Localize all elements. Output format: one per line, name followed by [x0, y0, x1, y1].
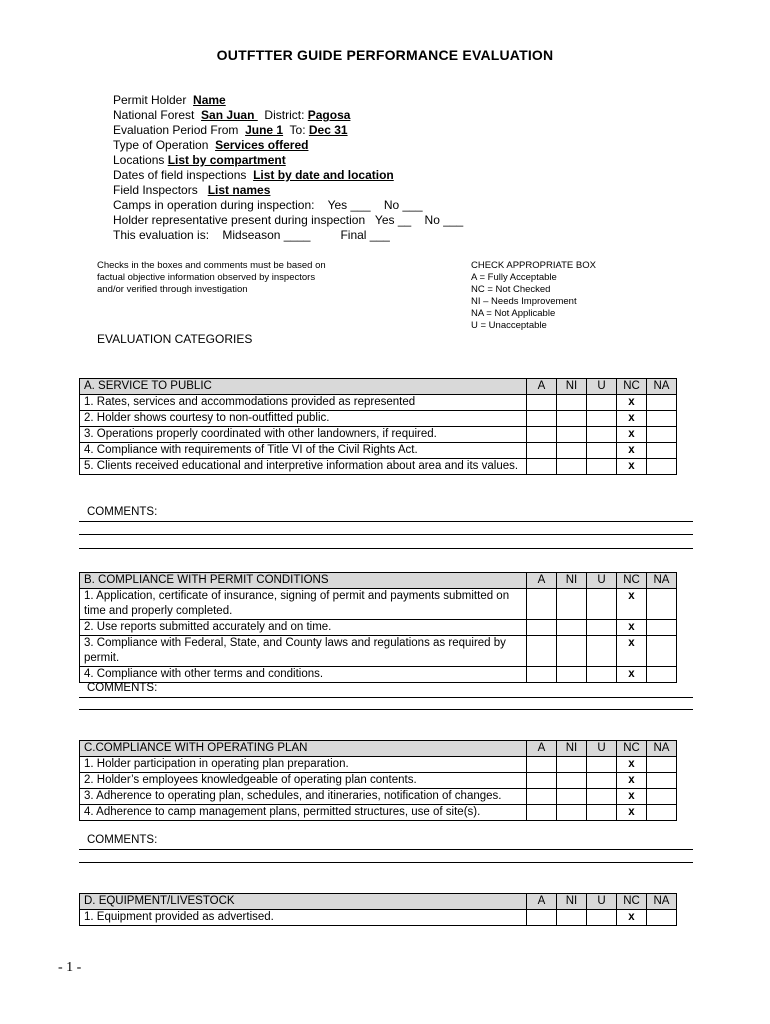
- checkbox-ni[interactable]: [557, 805, 587, 821]
- table-row: [80, 427, 677, 443]
- column-header-na: NA: [647, 741, 677, 757]
- comments-block: [79, 506, 693, 549]
- checkbox-ni[interactable]: [557, 773, 587, 789]
- column-header-a: A: [527, 894, 557, 910]
- comments-label[interactable]: COMMENTS:: [79, 682, 693, 698]
- locations-label: Locations: [113, 153, 168, 167]
- column-header-na: NA: [647, 379, 677, 395]
- camps-line: Camps in operation during inspection: Yes ___ No ___: [113, 198, 423, 212]
- checkbox-u[interactable]: [587, 636, 617, 667]
- checkbox-a[interactable]: [527, 757, 557, 773]
- dates-value: List by date and location: [253, 168, 394, 182]
- locations-line: [113, 153, 463, 168]
- legend-line: NC = Not Checked: [471, 284, 551, 295]
- section-table: [79, 740, 677, 821]
- checkbox-nc[interactable]: x: [617, 789, 647, 805]
- period-to-label: To:: [283, 123, 309, 137]
- checkbox-a[interactable]: [527, 773, 557, 789]
- evaluation-type-line: This evaluation is: Midseason ____ Final ___: [113, 228, 390, 242]
- checkbox-u[interactable]: [587, 805, 617, 821]
- table-row: [80, 395, 677, 411]
- permit-holder-line: [113, 93, 463, 108]
- section-header-row: [80, 573, 677, 589]
- checkbox-u[interactable]: [587, 589, 617, 620]
- table-row: [80, 636, 677, 667]
- forest-value: San Juan: [201, 108, 258, 122]
- section-title: A. SERVICE TO PUBLIC: [80, 379, 527, 395]
- permit-holder-value: Name: [193, 93, 226, 107]
- checkbox-ni[interactable]: [557, 667, 587, 683]
- checkbox-ni[interactable]: [557, 411, 587, 427]
- checkbox-nc[interactable]: x: [617, 589, 647, 620]
- checkbox-ni[interactable]: [557, 789, 587, 805]
- column-header-ni: NI: [557, 741, 587, 757]
- checkbox-u[interactable]: [587, 427, 617, 443]
- column-header-na: NA: [647, 573, 677, 589]
- section-table: [79, 572, 677, 683]
- inspectors-label: Field Inspectors: [113, 183, 208, 197]
- legend-line: NA = Not Applicable: [471, 308, 556, 319]
- criterion-text: 4. Adherence to camp management plans, permitted structures, use of site(s).: [80, 805, 527, 821]
- dates-label: Dates of field inspections: [113, 168, 254, 182]
- page-title: OUTFTTER GUIDE PERFORMANCE EVALUATION: [216, 47, 554, 63]
- section-header-row: [80, 894, 677, 910]
- checkbox-nc[interactable]: x: [617, 636, 647, 667]
- column-header-nc: NC: [617, 894, 647, 910]
- checkbox-nc[interactable]: x: [617, 805, 647, 821]
- checkbox-na[interactable]: [647, 789, 677, 805]
- legend-line: A = Fully Acceptable: [471, 272, 557, 283]
- legend-line: NI – Needs Improvement: [471, 296, 577, 307]
- checkbox-ni[interactable]: [557, 589, 587, 620]
- checkbox-a[interactable]: [527, 636, 557, 667]
- comments-label[interactable]: COMMENTS:: [79, 506, 693, 522]
- checkbox-ni[interactable]: [557, 910, 587, 926]
- checkbox-a[interactable]: [527, 805, 557, 821]
- checkbox-ni[interactable]: [557, 395, 587, 411]
- table-row: [80, 459, 677, 475]
- permit-holder-label: Permit Holder: [113, 93, 194, 107]
- legend-note: [471, 260, 596, 332]
- checkbox-a[interactable]: [527, 443, 557, 459]
- checkbox-u[interactable]: [587, 757, 617, 773]
- checkbox-a[interactable]: [527, 411, 557, 427]
- forest-line: [113, 108, 463, 123]
- checkbox-nc[interactable]: x: [617, 620, 647, 636]
- checkbox-u[interactable]: [587, 411, 617, 427]
- criterion-text: 1. Application, certificate of insurance, signing of permit and payments submitted on time and properly completed.: [80, 589, 527, 620]
- column-header-nc: NC: [617, 741, 647, 757]
- evaluation-categories-heading: EVALUATION CATEGORIES: [97, 332, 253, 346]
- comment-line[interactable]: [79, 535, 693, 549]
- column-header-ni: NI: [557, 379, 587, 395]
- checkbox-nc[interactable]: x: [617, 459, 647, 475]
- checkbox-u[interactable]: [587, 667, 617, 683]
- period-line: [113, 123, 463, 138]
- column-header-a: A: [527, 379, 557, 395]
- checkbox-na[interactable]: [647, 395, 677, 411]
- checkbox-ni[interactable]: [557, 459, 587, 475]
- column-header-u: U: [587, 379, 617, 395]
- checkbox-u[interactable]: [587, 395, 617, 411]
- checkbox-ni[interactable]: [557, 443, 587, 459]
- legend-line: U = Unacceptable: [471, 320, 547, 331]
- checkbox-na[interactable]: [647, 620, 677, 636]
- criterion-text: 3. Adherence to operating plan, schedules, and itineraries, notification of changes.: [80, 789, 527, 805]
- checkbox-u[interactable]: [587, 620, 617, 636]
- checkbox-nc[interactable]: x: [617, 910, 647, 926]
- legend-heading: CHECK APPROPRIATE BOX: [471, 260, 596, 271]
- criterion-text: 4. Compliance with requirements of Title VI of the Civil Rights Act.: [80, 443, 527, 459]
- criterion-text: 5. Clients received educational and interpretive information about area and its values.: [80, 459, 527, 475]
- operation-line: [113, 138, 463, 153]
- section-title: C.COMPLIANCE WITH OPERATING PLAN: [80, 741, 527, 757]
- table-row: [80, 620, 677, 636]
- checkbox-na[interactable]: [647, 427, 677, 443]
- checkbox-u[interactable]: [587, 773, 617, 789]
- table-row: [80, 411, 677, 427]
- checkbox-u[interactable]: [587, 910, 617, 926]
- comments-block: [79, 682, 693, 710]
- table-row: [80, 589, 677, 620]
- checkbox-a[interactable]: [527, 789, 557, 805]
- checkbox-nc[interactable]: x: [617, 427, 647, 443]
- criterion-text: 3. Operations properly coordinated with other landowners, if required.: [80, 427, 527, 443]
- checkbox-ni[interactable]: [557, 620, 587, 636]
- section-header-row: [80, 741, 677, 757]
- column-header-nc: NC: [617, 379, 647, 395]
- table-row: [80, 757, 677, 773]
- district-label: District:: [257, 108, 308, 122]
- column-header-ni: NI: [557, 894, 587, 910]
- column-header-na: NA: [647, 894, 677, 910]
- checkbox-u[interactable]: [587, 443, 617, 459]
- checkbox-na[interactable]: [647, 459, 677, 475]
- criterion-text: 2. Holder’s employees knowledgeable of operating plan contents.: [80, 773, 527, 789]
- locations-value: List by compartment: [167, 153, 286, 167]
- table-row: [80, 773, 677, 789]
- comments-label[interactable]: COMMENTS:: [79, 834, 693, 850]
- table-row: [80, 789, 677, 805]
- section-table: [79, 378, 677, 475]
- column-header-u: U: [587, 741, 617, 757]
- inspectors-value: List names: [207, 183, 271, 197]
- permit-info: [113, 93, 463, 243]
- checkbox-a[interactable]: [527, 589, 557, 620]
- checkbox-na[interactable]: [647, 757, 677, 773]
- instructions-note: Checks in the boxes and comments must be based on factual objective information observed by inspectors and/or verified through investigation: [97, 260, 326, 295]
- criterion-text: 4. Compliance with other terms and conditions.: [80, 667, 527, 683]
- table-row: [80, 443, 677, 459]
- period-from: June 1: [245, 123, 284, 137]
- comment-line[interactable]: [79, 698, 693, 710]
- column-header-ni: NI: [557, 573, 587, 589]
- checkbox-na[interactable]: [647, 773, 677, 789]
- column-header-u: U: [587, 573, 617, 589]
- checkbox-na[interactable]: [647, 636, 677, 667]
- criterion-text: 1. Holder participation in operating plan preparation.: [80, 757, 527, 773]
- table-row: [80, 910, 677, 926]
- page-number: - 1 -: [58, 960, 82, 975]
- checkbox-ni[interactable]: [557, 757, 587, 773]
- operation-label: Type of Operation: [113, 138, 216, 152]
- period-to: Dec 31: [308, 123, 348, 137]
- column-header-u: U: [587, 894, 617, 910]
- section-header-row: [80, 379, 677, 395]
- criterion-text: 2. Use reports submitted accurately and on time.: [80, 620, 527, 636]
- section-title: D. EQUIPMENT/LIVESTOCK: [80, 894, 527, 910]
- representative-line: Holder representative present during inspection Yes __ No ___: [113, 213, 464, 227]
- section-title: B. COMPLIANCE WITH PERMIT CONDITIONS: [80, 573, 527, 589]
- criterion-text: 1. Rates, services and accommodations provided as represented: [80, 395, 527, 411]
- inspectors-line: [113, 183, 463, 198]
- checkbox-nc[interactable]: x: [617, 757, 647, 773]
- checkbox-a[interactable]: [527, 395, 557, 411]
- checkbox-a[interactable]: [527, 910, 557, 926]
- checkbox-na[interactable]: [647, 805, 677, 821]
- section-table: [79, 893, 677, 926]
- checkbox-a[interactable]: [527, 459, 557, 475]
- checkbox-nc[interactable]: x: [617, 443, 647, 459]
- checkbox-na[interactable]: [647, 667, 677, 683]
- table-row: [80, 667, 677, 683]
- criterion-text: 2. Holder shows courtesy to non-outfitted public.: [80, 411, 527, 427]
- operation-value: Services offered: [215, 138, 309, 152]
- checkbox-na[interactable]: [647, 443, 677, 459]
- checkbox-ni[interactable]: [557, 427, 587, 443]
- column-header-nc: NC: [617, 573, 647, 589]
- checkbox-ni[interactable]: [557, 636, 587, 667]
- checkbox-nc[interactable]: x: [617, 395, 647, 411]
- checkbox-nc[interactable]: x: [617, 411, 647, 427]
- checkbox-na[interactable]: [647, 589, 677, 620]
- comments-block: [79, 834, 693, 863]
- forest-label: National Forest: [113, 108, 202, 122]
- checkbox-na[interactable]: [647, 411, 677, 427]
- period-label: Evaluation Period From: [113, 123, 246, 137]
- criterion-text: 3. Compliance with Federal, State, and County laws and regulations as required by permit.: [80, 636, 527, 667]
- column-header-a: A: [527, 741, 557, 757]
- comment-line[interactable]: [79, 850, 693, 863]
- checkbox-u[interactable]: [587, 459, 617, 475]
- comment-line[interactable]: [79, 522, 693, 535]
- checkbox-u[interactable]: [587, 789, 617, 805]
- criterion-text: 1. Equipment provided as advertised.: [80, 910, 527, 926]
- checkbox-a[interactable]: [527, 427, 557, 443]
- district-value: Pagosa: [307, 108, 351, 122]
- dates-line: [113, 168, 463, 183]
- table-row: [80, 805, 677, 821]
- checkbox-nc[interactable]: x: [617, 667, 647, 683]
- checkbox-a[interactable]: [527, 667, 557, 683]
- checkbox-a[interactable]: [527, 620, 557, 636]
- column-header-a: A: [527, 573, 557, 589]
- checkbox-nc[interactable]: x: [617, 773, 647, 789]
- checkbox-na[interactable]: [647, 910, 677, 926]
